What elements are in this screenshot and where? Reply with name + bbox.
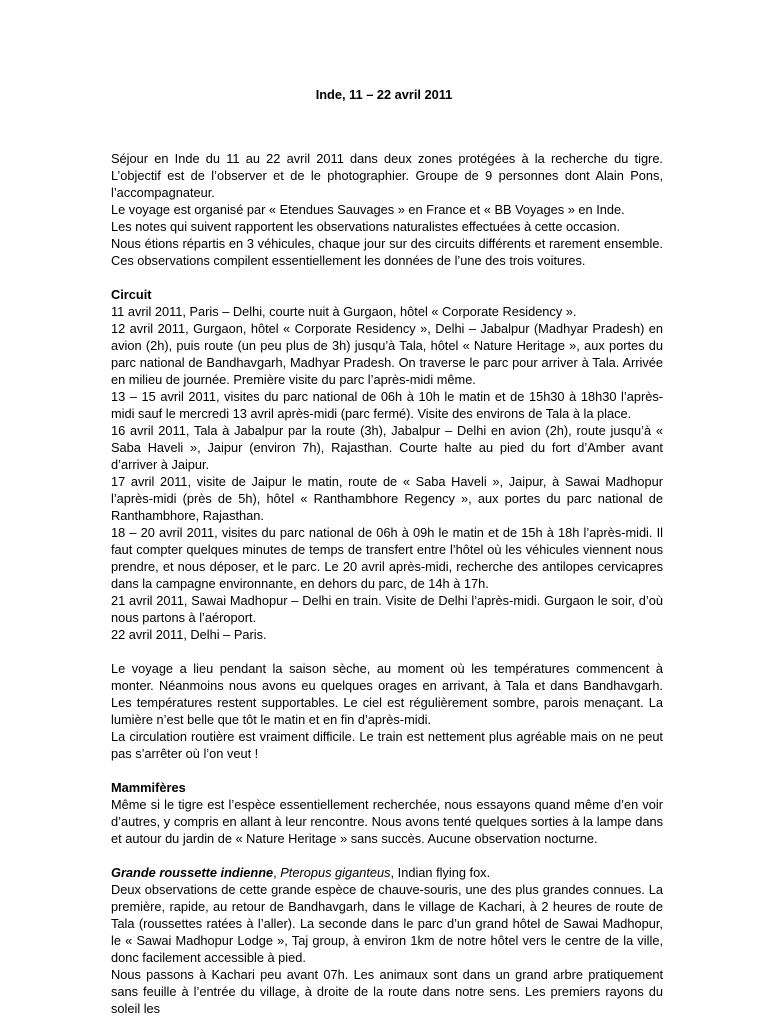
mammals-paragraph: Même si le tigre est l’espèce essentiellement recherchée, nous essayons quand même d’en voir d’autres, y compris en allant à leur rencontre. Nous avons tenté quelques sorties à la lampe dans et autour du jardin de « Nature Heritage » sans succès. Aucune observation nocturne. (111, 797, 663, 846)
mammals-heading: Mammifères (111, 780, 186, 795)
circuit-section (111, 286, 663, 643)
species-paragraph: Nous passons à Kachari peu avant 07h. Les animaux sont dans un grand arbre pratiquement sans feuille à l’entrée du village, à droite de la route dans notre sens. Les premiers rayons du soleil les (111, 967, 663, 1016)
intro-paragraph: Séjour en Inde du 11 au 22 avril 2011 dans deux zones protégées à la recherche du tigre. L’objectif est de l’observer et de le photographier. Groupe de 9 personnes dont Alain Pons, l’accompagnateur. (111, 151, 663, 200)
species-english-name: , Indian flying fox. (390, 865, 491, 880)
species-paragraph: Deux observations de cette grande espèce de chauve-souris, une des plus grandes connues. La première, rapide, au retour de Bandhavgarh, dans le village de Kachari, à 2 heures de route de Tala (roussettes ratées à l’aller). La seconde dans le parc d’un grand hôtel de Sawai Madhopur, le « Sawai Madhopur Lodge », Taj group, à environ 1km de notre hôtel vers le centre de la ville, donc facilement accessible à pied. (111, 882, 663, 965)
intro-paragraph: Nous étions répartis en 3 véhicules, chaque jour sur des circuits différents et rarement ensemble. Ces observations compilent essentiellement les données de l’une des trois voitures. (111, 236, 663, 268)
circuit-item: 11 avril 2011, Paris – Delhi, courte nuit à Gurgaon, hôtel « Corporate Residency ». (111, 304, 577, 319)
conditions-paragraph: La circulation routière est vraiment difficile. Le train est nettement plus agréable mais on ne peut pas s’arrêter où l’on veut ! (111, 729, 663, 761)
circuit-item: 16 avril 2011, Tala à Jabalpur par la route (3h), Jabalpur – Delhi en avion (2h), route jusqu’à « Saba Haveli », Jaipur (environ 7h), Rajasthan. Courte halte au pied du fort d’Amber avant d’arriver à Jaipur. (111, 423, 663, 472)
intro-section (111, 150, 663, 269)
conditions-paragraph: Le voyage a lieu pendant la saison sèche, au moment où les températures commencent à monter. Néanmoins nous avons eu quelques orages en arrivant, à Tala et dans Bandhavgarh. Les températures restent supportables. Le ciel est régulièrement sombre, parois menaçant. La lumière n’est belle que tôt le matin et en fin d’après-midi. (111, 661, 663, 727)
intro-paragraph: Les notes qui suivent rapportent les observations naturalistes effectuées à cette occasion. (111, 219, 621, 234)
circuit-item: 21 avril 2011, Sawai Madhopur – Delhi en train. Visite de Delhi l’après-midi. Gurgaon le soir, d’où nous partons à l’aéroport. (111, 593, 663, 625)
circuit-item: 13 – 15 avril 2011, visites du parc national de 06h à 10h le matin et de 15h30 à 18h30 l’après-midi sauf le mercredi 13 avril après-midi (parc fermé). Visite des environs de Tala à la place. (111, 389, 663, 421)
circuit-item: 22 avril 2011, Delhi – Paris. (111, 627, 267, 642)
species-common-name: Grande roussette indienne (111, 865, 274, 880)
conditions-section (111, 660, 663, 762)
circuit-item: 17 avril 2011, visite de Jaipur le matin, route de « Saba Haveli », Jaipur, à Sawai Madhopur l’après-midi (près de 5h), hôtel « Ranthambhore Regency », aux portes du parc national de Ranthambhore, Rajasthan. (111, 474, 663, 523)
circuit-item: 12 avril 2011, Gurgaon, hôtel « Corporate Residency », Delhi – Jabalpur (Madhyar Pradesh) en avion (2h), puis route (un peu plus de 3h) jusqu’à Tala, hôtel « Nature Heritage », aux portes du parc national de Bandhavgarh, Madhyar Pradesh. On traverse le parc pour arriver à Tala. Arrivée en milieu de journée. Première visite du parc l’après-midi même. (111, 321, 663, 387)
mammals-section (111, 779, 663, 847)
species-separator: , (273, 865, 281, 880)
species-title-line (111, 864, 663, 881)
species-section (111, 864, 663, 1017)
page-title: Inde, 11 – 22 avril 2011 (315, 87, 453, 102)
species-scientific-name: Pteropus giganteus (280, 865, 391, 880)
circuit-item: 18 – 20 avril 2011, visites du parc national de 06h à 09h le matin et de 15h à 18h l’après-midi. Il faut compter quelques minutes de temps de transfert entre l’hôtel où les véhicules viennent nous prendre, et nous déposer, et le parc. Le 20 avril après-midi, recherche des antilopes cervicapres dans la campagne environnante, en dehors du parc, de 14h à 17h. (111, 525, 663, 591)
circuit-heading: Circuit (111, 287, 152, 302)
intro-paragraph: Le voyage est organisé par « Etendues Sauvages » en France et « BB Voyages » en Inde. (111, 202, 625, 217)
document-body (111, 150, 663, 1017)
